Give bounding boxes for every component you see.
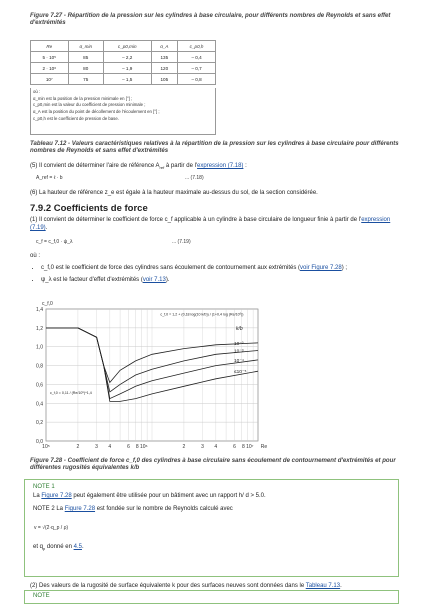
series-label: 10⁻⁴ <box>234 358 244 364</box>
table-cell: – 0,4 <box>178 52 216 63</box>
table-cell: – 0,7 <box>178 63 216 74</box>
figure-7-27-caption: Figure 7.27 - Répartition de la pression sur les cylindres à base circulaire, pour différents nombres de Reynolds et sans effet d'extrémités <box>30 12 391 27</box>
y-tick-label: 1,2 <box>36 325 43 332</box>
velocity-formula: v = √(2·q_p / ρ) <box>34 525 69 531</box>
note-title: NOTE <box>33 593 50 599</box>
figure-7-28-caption: Figure 7.28 - Coefficient de force c_f,0 des cylindres à base circulaire sans écoulement de contournement d'extrémités et pour différentes rugosités équivalentes k/b <box>30 457 396 472</box>
annotation: c_f,0 = 0,11 / (Re/10⁶)^1,4 <box>50 390 92 395</box>
table-note: c_p0,min est la valeur du coefficient de pression minimale ; <box>33 102 146 108</box>
note-1-text: La Figure 7.28 peut également être utilisée pour un bâtiment avec un rapport h/ d > 5.0. <box>33 493 266 499</box>
x-tick-label: 6 <box>127 444 130 450</box>
paragraph-5-text3: : <box>243 163 247 169</box>
table-row <box>31 74 216 85</box>
y-tick-label: 0,0 <box>36 439 43 445</box>
table-row <box>31 63 216 74</box>
table-cell: 85 <box>68 52 103 63</box>
y-tick-label: 0,4 <box>36 401 43 408</box>
table-header: Re <box>31 41 69 52</box>
table-note: c_p0,h est le coefficient de pression de base. <box>33 115 119 121</box>
paragraph-5-text: (5) Il convient de déterminer l'aire de référence A <box>30 163 160 169</box>
y-tick-label: 0,2 <box>36 420 43 427</box>
paragraph-5-sub: ref <box>159 165 165 171</box>
table-notes <box>30 88 216 135</box>
table-cell: – 2,2 <box>103 52 151 63</box>
table-7-12-caption: Tableau 7.12 - Valeurs caractéristiques relatives à la répartition de la pression sur les cylindres à base circulaire pour différents nombres de Reynolds et sans effet d'extrémités <box>30 140 399 155</box>
paragraph-1 <box>30 217 408 233</box>
table-header: c_p0,min <box>103 41 151 52</box>
bullet-list <box>30 265 410 289</box>
x-tick-label: 3 <box>95 444 98 450</box>
equation-7-19: c_f = c_f,0 · ψ_λ <box>36 239 73 245</box>
expression-7-18-link[interactable]: expression (7.18) <box>197 163 244 169</box>
x-tick-label: Re <box>260 444 268 450</box>
y-tick-label: 0,6 <box>36 382 43 389</box>
table-note: α_A est la position du point de décollement de l'écoulement en [°] ; <box>33 108 160 114</box>
series-label: ≤10⁻⁵ <box>234 370 247 376</box>
note-box <box>24 479 399 577</box>
paragraph-1-text2: . <box>45 224 48 231</box>
figure-7-28-link[interactable]: Figure 7.28 <box>64 506 96 512</box>
section-4-5-link[interactable]: 4.5 <box>73 544 82 550</box>
table-cell: 75 <box>68 74 103 85</box>
y-tick-label: 1,4 <box>36 307 43 313</box>
table-7-13-link[interactable]: Tableau 7.13 <box>305 583 341 589</box>
table-cell: – 1,9 <box>103 63 151 74</box>
equation-7-18-number: ... (7.18) <box>185 175 204 181</box>
x-tick-label: 2 <box>76 444 80 450</box>
figure-7-28-link[interactable]: Figure 7.28 <box>41 493 72 499</box>
table-cell: 80 <box>68 63 103 74</box>
equation-7-19-number: ... (7.19) <box>172 239 191 245</box>
legend-title: k/b <box>236 325 243 332</box>
reynolds-table <box>30 40 216 85</box>
section-title: 7.9.2 Coefficients de force <box>30 203 148 214</box>
y-axis-label: c_f,0 <box>42 301 53 307</box>
section-7-13-link[interactable]: voir 7.13 <box>142 276 166 283</box>
table-header: α_min <box>68 41 103 52</box>
table-note: α_min est la position de la pression minimale en [°] ; <box>33 95 133 101</box>
note-2-text: NOTE 2 La Figure 7.28 est fondée sur le nombre de Reynolds calculé avec <box>33 506 233 512</box>
x-tick-label: 8 10⁶ <box>135 444 148 450</box>
x-tick-label: 3 <box>201 444 204 450</box>
x-tick-label: 8 10⁷ <box>241 444 254 450</box>
x-tick-label: 4 <box>214 444 218 450</box>
table-cell: – 1,5 <box>103 74 151 85</box>
table-cell: 135 <box>151 52 178 63</box>
table-note: où : <box>33 89 41 94</box>
cf0-chart <box>26 295 276 455</box>
series-label: 10⁻³ <box>234 349 244 355</box>
table-header: α_A <box>151 41 178 52</box>
expression-7-19-link[interactable]: expression (7.19) <box>30 217 391 231</box>
paragraph-5-text2: à partir de l' <box>164 163 198 169</box>
paragraph-6: (6) La hauteur de référence z_e est égale à la hauteur maximale au-dessus du sol, de la section considérée. <box>30 190 318 196</box>
table-header: c_p0,h <box>178 41 216 52</box>
x-tick-label: 2 <box>182 444 186 450</box>
table-cell: 120 <box>151 63 178 74</box>
table-cell: 10⁷ <box>31 74 69 85</box>
equation-7-18: A_ref = ℓ · b <box>36 175 63 181</box>
table-cell: 2 · 10⁶ <box>31 63 69 74</box>
table-row <box>31 52 216 63</box>
list-item: • c_f,0 est le coefficient de force des cylindres sans écoulement de contournement aux extrémités (voir Figure 7.28) ; <box>41 265 410 273</box>
note-2-tail: et $q_p$ donné en 4.5. <box>33 544 84 552</box>
table-cell: 5 · 10⁵ <box>31 52 69 63</box>
y-tick-label: 1,0 <box>36 344 43 351</box>
paragraph-5 <box>30 163 410 171</box>
ou-label: où : <box>30 253 41 259</box>
paragraph-1-text: (1) Il convient de déterminer le coefficient de force c_f applicable à un cylindre à base circulaire de longueur finie à partir de l' <box>30 217 362 223</box>
x-tick-label: 6 <box>233 444 236 450</box>
note-1-title: NOTE 1 <box>33 484 55 490</box>
x-tick-label: 10⁵ <box>42 444 50 450</box>
chart-grid <box>46 309 258 441</box>
series-label: 10⁻² <box>234 341 244 347</box>
annotation: c_f,0 = 1,2 + (0,18 log(10 k/b)) / (1+0,4 log (Re/10⁶)) <box>160 312 244 317</box>
x-tick-label: 4 <box>108 444 112 450</box>
list-item: • ψ_λ est le facteur d'effet d'extrémités (voir 7.13). <box>41 277 410 285</box>
note-box-bottom <box>24 590 399 604</box>
table-cell: 105 <box>151 74 178 85</box>
table-cell: – 0,8 <box>178 74 216 85</box>
figure-7-28-link[interactable]: voir Figure 7.28 <box>300 265 342 271</box>
y-tick-label: 0,8 <box>36 363 43 370</box>
paragraph-2: (2) Des valeurs de la rugosité de surface équivalente k pour des surfaces neuves sont données dans le Tableau 7.13. <box>30 583 342 589</box>
